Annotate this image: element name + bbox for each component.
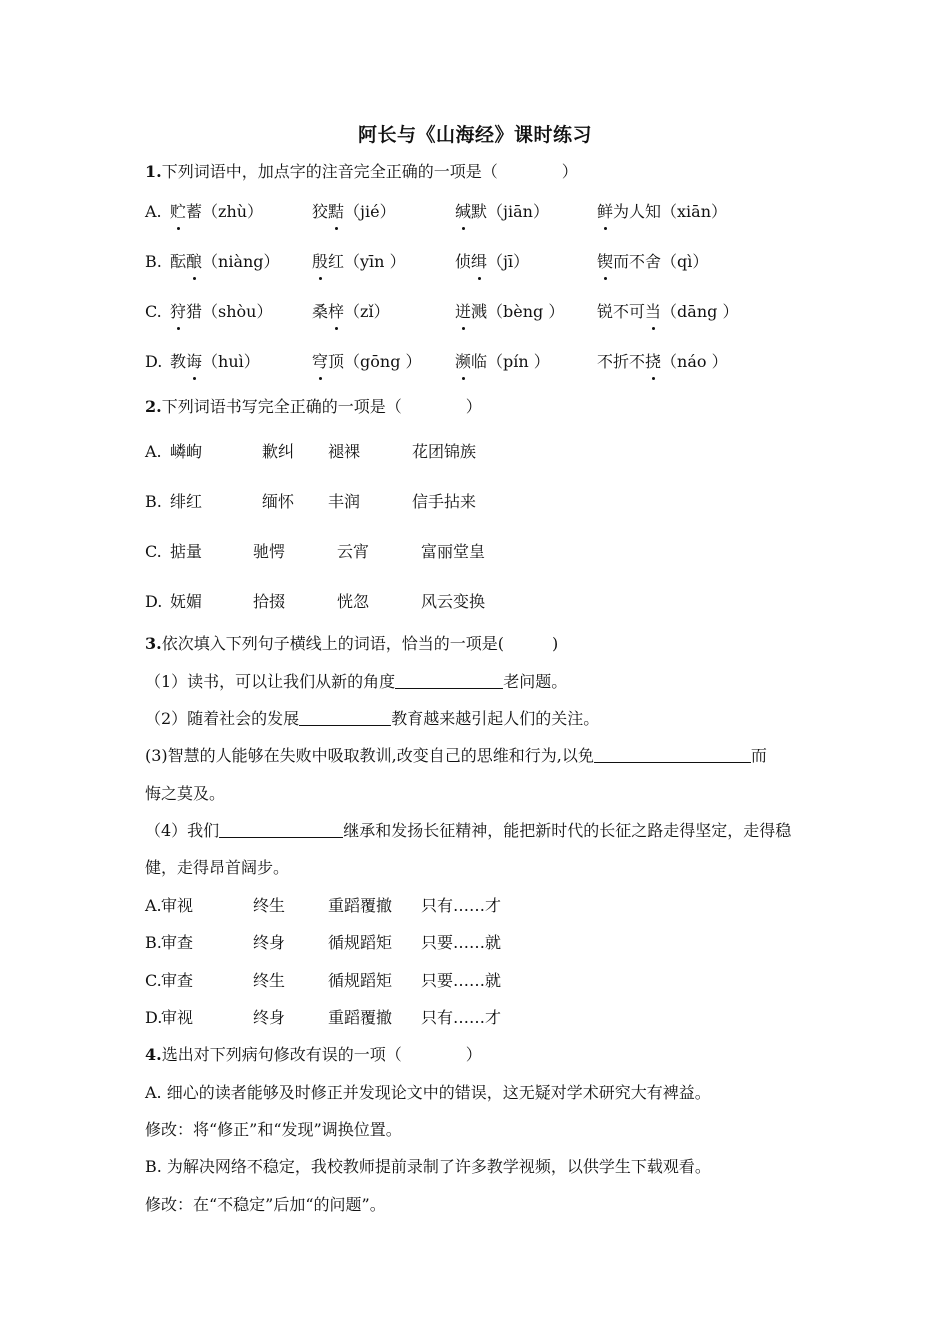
q3-c-item-2: 终生 bbox=[253, 971, 286, 990]
q2-stem bbox=[145, 395, 482, 419]
q3-sentence-4: （4）我们 继承和发扬长征精神，能把新时代的长征之路走得坚定，走得稳 bbox=[145, 821, 792, 840]
q4-number: 4. bbox=[145, 1045, 162, 1064]
q3-number: 3. bbox=[145, 634, 162, 653]
q3-c-item-1: 审查 bbox=[161, 971, 194, 990]
q4-stem bbox=[145, 1043, 482, 1067]
q3-sentence-3-cont: 悔之莫及。 bbox=[145, 784, 226, 803]
q1-a-item-4: 鲜为人知（xiān） bbox=[597, 200, 727, 224]
q3-sentence-3: (3)智慧的人能够在失败中吸取教训,改变自己的思维和行为,以免 而 bbox=[145, 746, 767, 765]
q4-line-2: 修改：将“修正”和“发现”调换位置。 bbox=[145, 1120, 402, 1139]
q2-d-item-1: 妩媚 bbox=[170, 592, 203, 611]
q1-b-item-3: 侦缉（jī） bbox=[455, 250, 529, 274]
q3-b-item-1: 审查 bbox=[161, 933, 194, 952]
q1-c-label: C. bbox=[145, 302, 162, 321]
q1-a-item-2: 狡黠（jié） bbox=[312, 200, 396, 224]
q3-a-label: A. bbox=[145, 896, 162, 915]
q3-stem bbox=[145, 632, 558, 656]
q3-d-item-1: 审视 bbox=[161, 1008, 194, 1027]
q1-c-item-1: 狩猎（shòu） bbox=[170, 300, 272, 324]
q2-d-item-2: 拾掇 bbox=[253, 592, 286, 611]
q1-number: 1. bbox=[145, 162, 162, 181]
q2-c-item-4: 富丽堂皇 bbox=[421, 542, 486, 561]
q3-d-label: D. bbox=[145, 1008, 163, 1027]
q3-c-item-4: 只要……就 bbox=[421, 971, 502, 990]
q3-blank-2[interactable] bbox=[299, 707, 391, 726]
q3-d-item-2: 终身 bbox=[253, 1008, 286, 1027]
q3-b-label: B. bbox=[145, 933, 162, 952]
q2-d-label: D. bbox=[145, 592, 163, 611]
q2-b-label: B. bbox=[145, 492, 162, 511]
q1-a-item-1: 贮蓄（zhù） bbox=[170, 200, 263, 224]
q3-a-item-3: 重蹈覆撤 bbox=[328, 896, 393, 915]
q2-a-item-1: 嶙峋 bbox=[170, 442, 203, 461]
q1-stem bbox=[145, 160, 578, 184]
q1-d-item-4: 不折不挠（náo ） bbox=[597, 350, 728, 374]
q2-b-item-4: 信手拈来 bbox=[412, 492, 477, 511]
q3-d-item-4: 只有……才 bbox=[421, 1008, 502, 1027]
q2-a-label: A. bbox=[145, 442, 162, 461]
q3-d-item-3: 重蹈覆撤 bbox=[328, 1008, 393, 1027]
q1-c-item-4: 锐不可当（dāng ） bbox=[597, 300, 738, 324]
q2-number: 2. bbox=[145, 397, 162, 416]
document-title: 阿长与《山海经》课时练习 bbox=[357, 124, 592, 146]
q1-b-item-1: 酝酿（niàng） bbox=[170, 250, 280, 274]
q3-b-item-2: 终身 bbox=[253, 933, 286, 952]
q1-text: 下列词语中，加点字的注音完全正确的一项是（ ） bbox=[161, 162, 578, 181]
q1-b-item-4: 锲而不舍（qì） bbox=[597, 250, 708, 274]
q2-a-item-3: 褪裸 bbox=[328, 442, 361, 461]
q2-b-item-2: 缅怀 bbox=[262, 492, 295, 511]
q3-sentence-2: （2）随着社会的发展 教育越来越引起人们的关注。 bbox=[145, 709, 600, 728]
q3-c-label: C. bbox=[145, 971, 162, 990]
q1-a-item-3: 缄默（jiān） bbox=[455, 200, 549, 224]
q3-blank-3[interactable] bbox=[594, 744, 751, 763]
q1-d-label: D. bbox=[145, 352, 163, 371]
q3-b-item-3: 循规蹈矩 bbox=[328, 933, 393, 952]
q4-line-4: 修改：在“不稳定”后加“的问题”。 bbox=[145, 1195, 386, 1214]
q1-d-item-1: 教诲（huì） bbox=[170, 350, 260, 374]
q4-line-3: B. 为解决网络不稳定，我校教师提前录制了许多教学视频，以供学生下载观看。 bbox=[145, 1157, 711, 1176]
q3-sentence-4-cont: 健，走得昂首阔步。 bbox=[145, 858, 290, 877]
q2-a-item-4: 花团锦族 bbox=[412, 442, 477, 461]
q3-b-item-4: 只要……就 bbox=[421, 933, 502, 952]
q1-d-item-2: 穹顶（gōng ） bbox=[312, 350, 422, 374]
q2-d-item-4: 风云变换 bbox=[421, 592, 486, 611]
q1-b-item-2: 殷红（yīn ） bbox=[312, 250, 406, 274]
q2-c-item-2: 驰愕 bbox=[253, 542, 286, 561]
q3-a-item-1: 审视 bbox=[161, 896, 194, 915]
q2-c-item-1: 掂量 bbox=[170, 542, 203, 561]
q4-line-1: A. 细心的读者能够及时修正并发现论文中的错误，这无疑对学术研究大有裨益。 bbox=[145, 1083, 711, 1102]
q3-a-item-2: 终生 bbox=[253, 896, 286, 915]
q2-b-item-1: 绯红 bbox=[170, 492, 203, 511]
q2-c-label: C. bbox=[145, 542, 162, 561]
q1-b-label: B. bbox=[145, 252, 162, 271]
q3-text: 依次填入下列句子横线上的词语，恰当的一项是( ) bbox=[161, 634, 559, 653]
q4-text: 选出对下列病句修改有误的一项（ ） bbox=[161, 1045, 482, 1064]
q1-c-item-3: 迸溅（bèng ） bbox=[455, 300, 564, 324]
q2-b-item-3: 丰润 bbox=[328, 492, 361, 511]
q2-c-item-3: 云宵 bbox=[337, 542, 370, 561]
q3-blank-1[interactable] bbox=[395, 670, 503, 689]
q3-sentence-1: （1）读书，可以让我们从新的角度 老问题。 bbox=[145, 672, 568, 691]
q3-c-item-3: 循规蹈矩 bbox=[328, 971, 393, 990]
q1-d-item-3: 濒临（pín ） bbox=[455, 350, 550, 374]
q3-blank-4[interactable] bbox=[219, 819, 343, 838]
q2-a-item-2: 歉纠 bbox=[262, 442, 295, 461]
q3-a-item-4: 只有……才 bbox=[421, 896, 502, 915]
q2-d-item-3: 恍忽 bbox=[337, 592, 370, 611]
q2-text: 下列词语书写完全正确的一项是（ ） bbox=[161, 397, 482, 416]
q1-a-label: A. bbox=[145, 202, 162, 221]
q1-c-item-2: 桑梓（zǐ） bbox=[312, 300, 390, 324]
